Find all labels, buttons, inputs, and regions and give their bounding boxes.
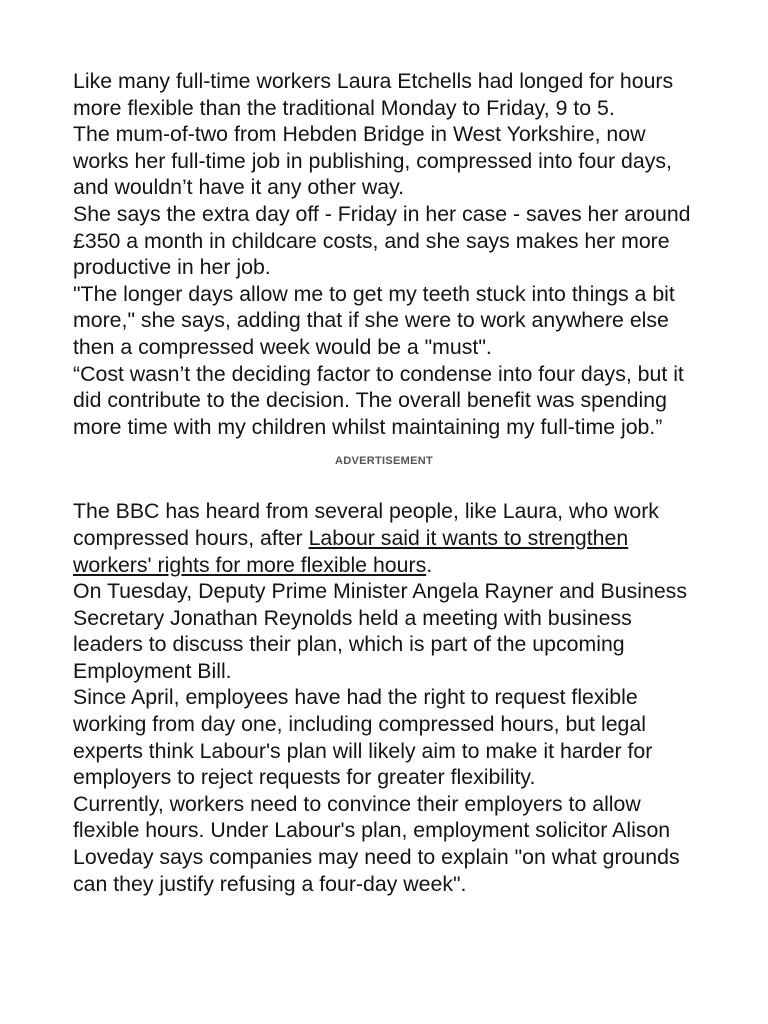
paragraph-bbc-heard-end: .	[426, 552, 433, 577]
paragraph-currently: Currently, workers need to convince their employers to allow flexible hours. Under Labour's plan, employment solicitor Alison Loveday says companies may need to explain "on what grounds can they justify refusing a four-day week".	[73, 791, 680, 896]
paragraph-quote-longer-days: "The longer days allow me to get my teeth stuck into things a bit more," she says, adding that if she were to work anywhere else then a compressed week would be a "must".	[73, 281, 675, 359]
paragraph-bbc-heard-text: The BBC has heard from several people, like Laura, who work compressed hours, after	[73, 499, 659, 550]
article-body	[73, 68, 703, 897]
paragraph-savings: She says the extra day off - Friday in her case - saves her around £350 a month in childcare costs, and she says makes her more productive in her job.	[73, 201, 691, 280]
advertisement-label: ADVERTISEMENT	[334, 455, 434, 468]
paragraph-intro: Like many full-time workers Laura Etchells had longed for hours more flexible than the traditional Monday to Friday, 9 to 5.	[73, 69, 674, 120]
paragraph-bbc-heard	[73, 498, 703, 578]
labour-flexible-hours-link[interactable]: Labour said it wants to strengthen workers' rights for more flexible hours	[73, 525, 629, 577]
paragraph-background: The mum-of-two from Hebden Bridge in West Yorkshire, now works her full-time job in publishing, compressed into four days, and wouldn’t have it any other way.	[73, 122, 672, 200]
paragraph-meeting: On Tuesday, Deputy Prime Minister Angela Rayner and Business Secretary Jonathan Reynolds held a meeting with business leaders to discuss their plan, which is part of the upcoming Employment Bill.	[73, 579, 687, 683]
paragraph-since-april: Since April, employees have had the right to request flexible working from day one, including compressed hours, but legal experts think Labour's plan will likely aim to make it harder for employers to reject requests for greater flexibility.	[73, 685, 653, 790]
paragraph-quote-cost: “Cost wasn’t the deciding factor to condense into four days, but it did contribute to the decision. The overall benefit was spending more time with my children whilst maintaining my full-time job.”	[73, 361, 684, 439]
